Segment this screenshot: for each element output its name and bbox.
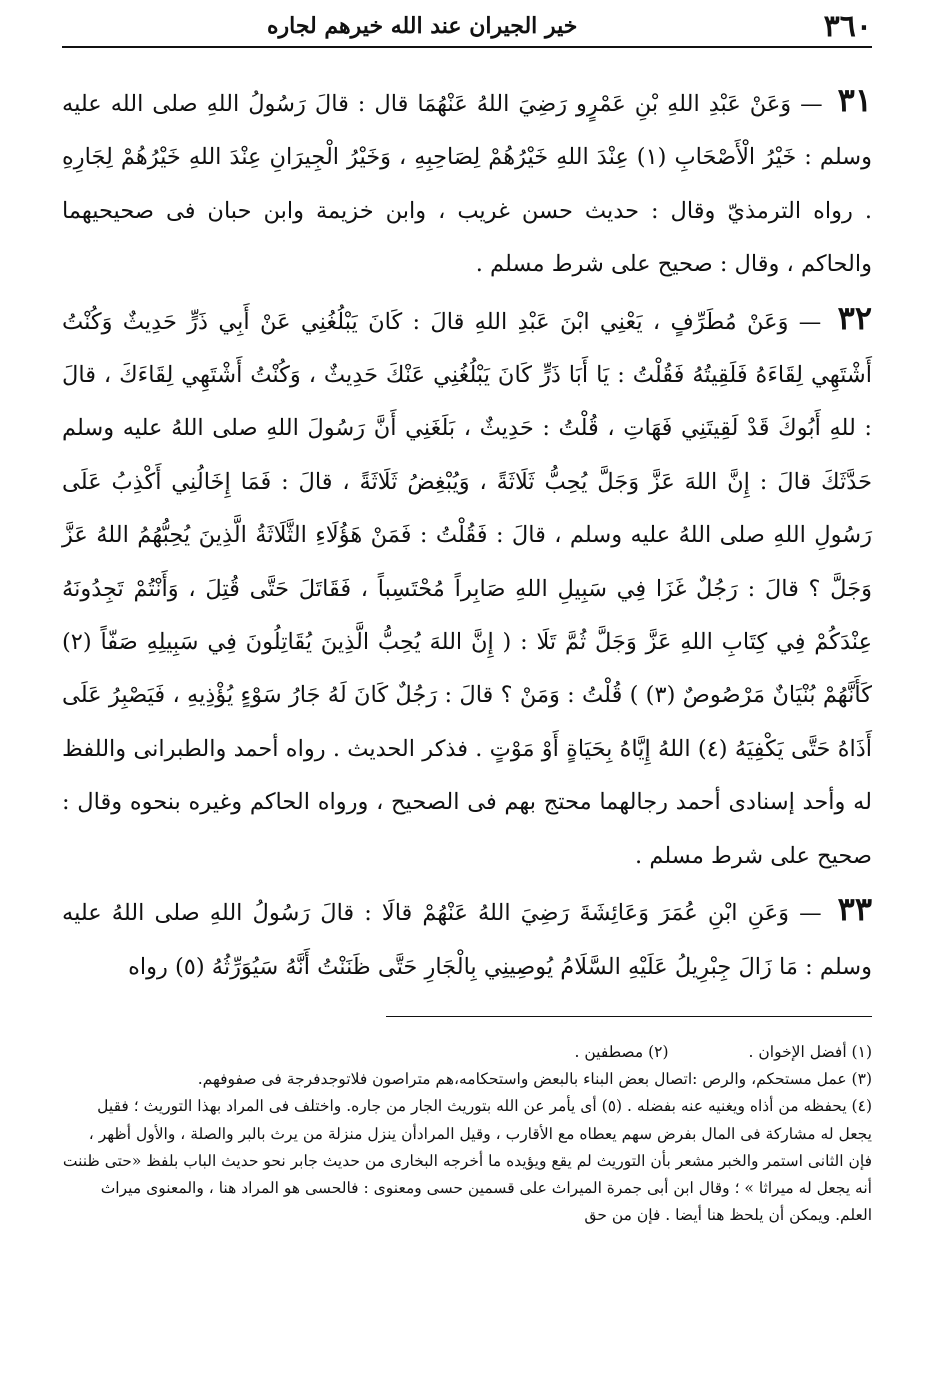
page-number: ٣٦٠ <box>823 8 872 44</box>
hadith-number: ٣٢ <box>837 298 872 337</box>
footnote-1: (١) أفضل الإخوان . <box>748 1042 872 1061</box>
hadith-number: ٣٣ <box>837 890 873 929</box>
hadith-number: ٣١ <box>837 81 872 119</box>
footnotes <box>62 1039 872 1229</box>
hadith-text: — وَعَنْ عَبْدِ اللهِ بْنِ عَمْرٍو رَضِيَ اللهُ عَنْهُمَا قال : قالَ رَسُولُ اللهِ صلى الله عليه وسلم : خَيْرُ الْأَصْحَابِ (١) عِنْدَ اللهِ خَيْرُهُمْ لِصَاحِبِهِ ، وَخَيْرُ الْجِيرَانِ عِنْدَ اللهِ خَيْرُهُمْ لِجَارِهِ . رواه الترمذيّ وقال : حديث حسن غريب ، وابن خزيمة وابن حبان فى صحيحيهما والحاكم ، وقال : صحيح على شرط مسلم . <box>62 91 872 278</box>
main-text <box>62 74 872 994</box>
footnote-3: (٣) عمل مستحكم، والرص :اتصال بعض البناء بالبعض واستحكامه،هم متراصون فلاتوجدفرجة فى صفوفهم. <box>197 1070 872 1089</box>
page-header <box>62 0 872 48</box>
hadith-text: — وَعَنِ ابْنِ عُمَرَ وَعَائِشَةَ رَضِيَ اللهُ عَنْهُمْ قالَا : قالَ رَسُولُ اللهِ صلى اللهُ عليه وسلم : مَا زَالَ جِبْرِيلُ عَلَيْهِ السَّلَامُ يُوصِينِي بِالْجَارِ حَتَّى ظَنَنْتُ أَنَّهُ سَيُوَرِّثُهُ (٥) رواه <box>62 900 872 980</box>
hadith-32 <box>62 292 872 883</box>
hadith-33 <box>62 883 872 994</box>
hadith-31 <box>62 74 872 292</box>
footnote-2: (٢) مصطفين . <box>574 1042 669 1061</box>
footnote-4-5: (٤) يحفظه من أذاه ويغنيه عنه بفضله . (٥) أى يأمر عن الله بتوريث الجار من جاره. واختلف فى المراد بهذا التوريث ؛ فقيل يجعل له مشاركة فى المال بفرض سهم يعطاه مع الأقارب ، وقيل المرادأن ينزل منزلة من يرث بالبر والصلة ، والأول أظهر ، فإن الثانى استمر والخبر مشعر بأن التوريث لم يقع ويؤيده ما أخرجه البخارى من حديث جابر نحو حديث الباب بلفظ «حتى ظننت أنه يجعل له ميراثا » ؛ وقال ابن أبى جمرة الميراث على قسمين حسى ومعنوى : فالحسى هو المراد هنا ، والمعنوى ميراث العلم. ويمكن أن يلحظ هنا أيضا . فإن من حق <box>62 1097 872 1225</box>
footnote-row <box>62 1039 872 1066</box>
footnote-divider <box>386 1016 872 1017</box>
hadith-text: — وَعَنْ مُطَرِّفٍ ، يَعْنِي ابْنَ عَبْدِ اللهِ قالَ : كَانَ يَبْلُغُنِي عَنْ أَبِي ذَرٍّ حَدِيثٌ وَكُنْتُ أَشْتَهِي لِقَاءَهُ فَلَقِيتُهُ فَقُلْتُ : يَا أَبَا ذَرٍّ كَانَ يَبْلُغُنِي عَنْكَ حَدِيثٌ ، وَكُنْتُ أَشْتَهِي لِقَاءَكَ ، قالَ : للهِ أَبُوكَ قَدْ لَقِيتَنِي فَهَاتِ ، قُلْتُ : حَدِيثٌ ، بَلَغَنِي أَنَّ رَسُولَ اللهِ صلى اللهُ عليه وسلم حَدَّثَكَ قالَ : إِنَّ اللهَ عَزَّ وَجَلَّ يُحِبُّ ثَلَاثَةً ، وَيُبْغِضُ ثَلَاثَةً ، قالَ : فَمَا إِخَالُنِي أَكْذِبُ عَلَى رَسُولِ اللهِ صلى اللهُ عليه وسلم ، قالَ : فَقُلْتُ : فَمَنْ هَؤُلَاءِ الثَّلَاثَةُ الَّذِينَ يُحِبُّهُمُ اللهُ عَزَّ وَجَلَّ ؟ قالَ : رَجُلٌ غَزَا فِي سَبِيلِ اللهِ صَابِراً مُحْتَسِباً ، فَقَاتَلَ حَتَّى قُتِلَ ، وَأَنْتُمْ تَجِدُونَهُ عِنْدَكُمْ فِي كِتَابِ اللهِ عَزَّ وَجَلَّ ثُمَّ تَلَا : ( إِنَّ اللهَ يُحِبُّ الَّذِينَ يُقَاتِلُونَ فِي سَبِيلِهِ صَفّاً (٢) كَأَنَّهُمْ بُنْيَانٌ مَرْصُوصٌ (٣) ) قُلْتُ : وَمَنْ ؟ قالَ : رَجُلٌ كَانَ لَهُ جَارُ سَوْءٍ يُؤْذِيهِ ، فَيَصْبِرُ عَلَى أَذَاهُ حَتَّى يَكْفِيَهُ (٤) اللهُ إِيَّاهُ بِحَيَاةٍ أَوْ مَوْتٍ . فذكر الحديث . رواه أحمد والطبرانى واللفظ له وأحد إسنادى أحمد رجالهما محتج بهم فى الصحيح ، ورواه الحاكم وغيره بنحوه وقال : صحيح على شرط مسلم . <box>62 308 873 869</box>
running-title: خير الجيران عند الله خيرهم لجاره <box>267 13 578 39</box>
